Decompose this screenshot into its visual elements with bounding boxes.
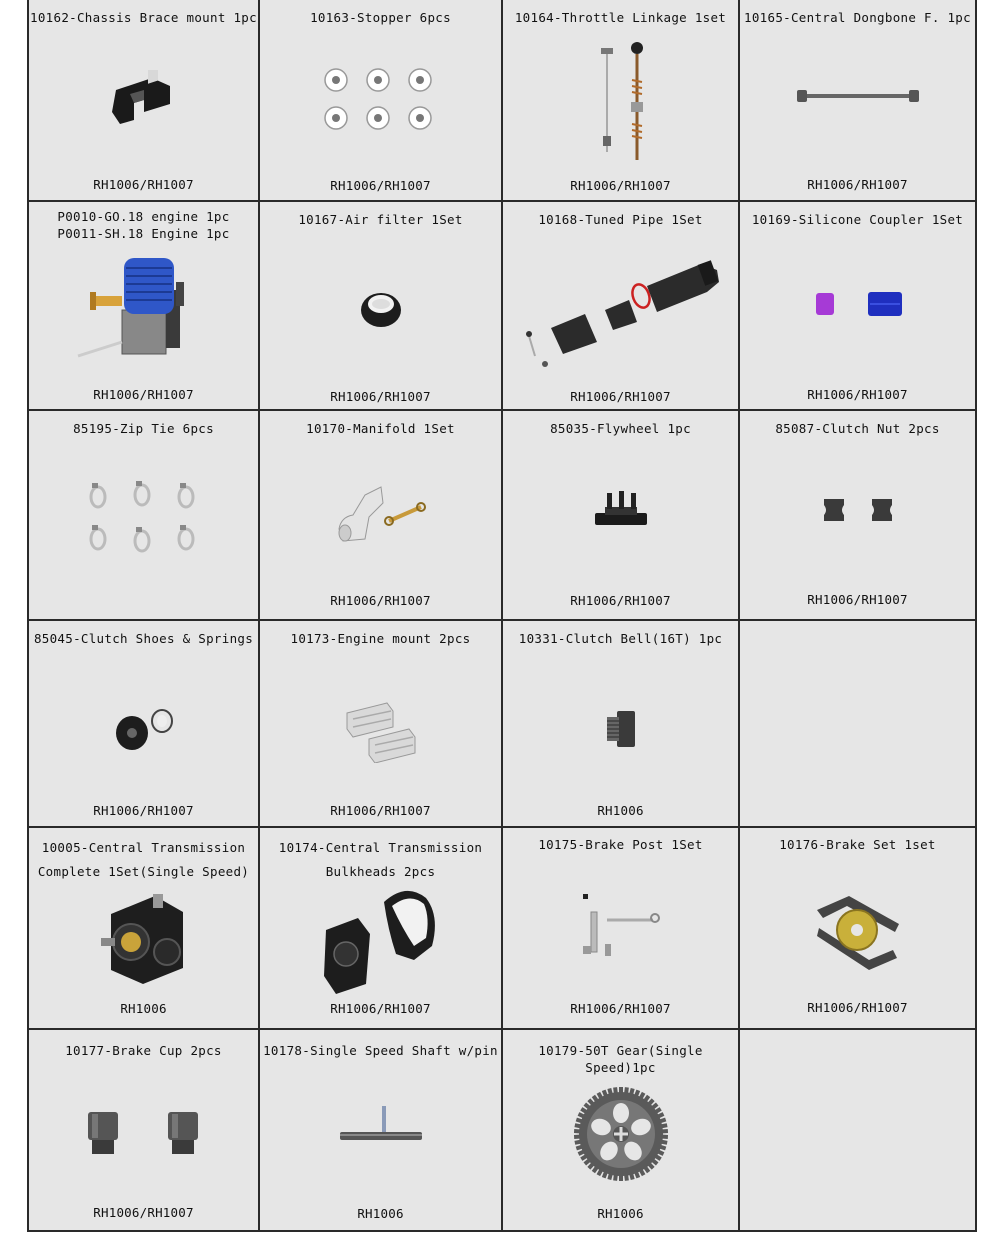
- part-cell: [260, 0, 503, 202]
- clutch-shoes-icon: [112, 707, 176, 753]
- manifold-icon: [331, 477, 431, 547]
- part-code: RH1006/RH1007: [93, 803, 194, 818]
- air-filter-icon: [359, 288, 403, 328]
- brake-post-icon: [579, 892, 663, 958]
- part-cell: [260, 621, 503, 828]
- part-cell: [503, 411, 740, 621]
- part-code: RH1006/RH1007: [93, 1205, 194, 1220]
- part-title: 10168-Tuned Pipe 1Set: [538, 212, 703, 227]
- part-cell: [740, 202, 975, 411]
- part-code: RH1006/RH1007: [330, 178, 431, 193]
- part-code: RH1006/RH1007: [330, 593, 431, 608]
- part-cell: [740, 828, 975, 1030]
- part-title: 10005-Central Transmission Complete 1Set(Single Speed): [37, 840, 250, 879]
- part-title: 10170-Manifold 1Set: [306, 421, 455, 436]
- part-title: 10169-Silicone Coupler 1Set: [751, 212, 964, 227]
- part-title: 10164-Throttle Linkage 1set: [514, 10, 727, 25]
- parts-grid: [27, 0, 977, 1232]
- brake-set-icon: [813, 884, 903, 970]
- brake-cup-icon: [86, 1110, 202, 1156]
- part-code: RH1006/RH1007: [330, 389, 431, 404]
- part-code: RH1006/RH1007: [330, 803, 431, 818]
- part-cell: [29, 202, 260, 411]
- throttle-linkage-icon: [591, 40, 651, 164]
- part-title: 10173-Engine mount 2pcs: [290, 631, 471, 646]
- bulkhead-icon: [322, 884, 440, 994]
- part-title: 10177-Brake Cup 2pcs: [65, 1043, 222, 1058]
- part-cell: [740, 411, 975, 621]
- part-cell: [740, 0, 975, 202]
- part-code: RH1006: [597, 803, 644, 818]
- shaft-icon: [338, 1104, 424, 1150]
- part-title: 10176-Brake Set 1set: [779, 837, 936, 852]
- part-cell: [260, 828, 503, 1030]
- part-cell: [29, 411, 260, 621]
- part-cell: [260, 411, 503, 621]
- part-title: 85035-Flywheel 1pc: [550, 421, 691, 436]
- part-cell: [503, 0, 740, 202]
- part-title: 10179-50T Gear(Single Speed)1pc: [538, 1043, 703, 1075]
- part-cell: [503, 1030, 740, 1232]
- silicone-coupler-icon: [808, 290, 908, 320]
- zip-tie-icon: [84, 479, 204, 559]
- part-code: RH1006/RH1007: [330, 1001, 431, 1016]
- part-title: 10178-Single Speed Shaft w/pin: [263, 1043, 498, 1058]
- part-code: RH1006/RH1007: [570, 389, 671, 404]
- part-title: 10174-Central Transmission Bulkheads 2pcs: [278, 840, 483, 879]
- part-code: RH1006/RH1007: [807, 387, 908, 402]
- part-code: RH1006: [120, 1001, 167, 1016]
- gear-icon: [573, 1086, 669, 1182]
- part-cell: [503, 202, 740, 411]
- part-cell: [29, 621, 260, 828]
- stopper-icon: [316, 62, 446, 132]
- part-cell: [29, 0, 260, 202]
- part-cell: [503, 828, 740, 1030]
- part-code: RH1006/RH1007: [807, 177, 908, 192]
- part-code: RH1006/RH1007: [570, 593, 671, 608]
- dogbone-icon: [795, 88, 921, 104]
- part-cell: [503, 621, 740, 828]
- part-title: 10162-Chassis Brace mount 1pc: [30, 10, 257, 25]
- part-cell: [260, 202, 503, 411]
- part-title: 10175-Brake Post 1Set: [538, 837, 703, 852]
- part-title: 85087-Clutch Nut 2pcs: [775, 421, 940, 436]
- part-title: 10163-Stopper 6pcs: [310, 10, 451, 25]
- part-title: 85195-Zip Tie 6pcs: [73, 421, 214, 436]
- empty-cell: [740, 1030, 975, 1232]
- engine-mount-icon: [343, 699, 419, 763]
- part-code: RH1006/RH1007: [807, 592, 908, 607]
- part-code: RH1006: [597, 1206, 644, 1221]
- part-cell: [29, 1030, 260, 1232]
- part-title: P0010-GO.18 engine 1pc P0011-SH.18 Engine 1pc: [57, 209, 230, 241]
- part-code: RH1006/RH1007: [570, 1001, 671, 1016]
- transmission-icon: [97, 890, 191, 986]
- flywheel-icon: [591, 491, 651, 531]
- part-code: RH1006: [357, 1206, 404, 1221]
- chassis-brace-icon: [104, 70, 184, 130]
- part-code: RH1006/RH1007: [93, 387, 194, 402]
- part-cell: [260, 1030, 503, 1232]
- part-title: 85045-Clutch Shoes & Springs: [33, 631, 254, 646]
- tuned-pipe-icon: [521, 256, 721, 386]
- clutch-nut-icon: [820, 497, 896, 523]
- part-code: RH1006/RH1007: [570, 178, 671, 193]
- part-cell: [29, 828, 260, 1030]
- part-code: RH1006/RH1007: [93, 177, 194, 192]
- part-title: 10167-Air filter 1Set: [298, 212, 463, 227]
- empty-cell: [740, 621, 975, 828]
- part-code: RH1006/RH1007: [807, 1000, 908, 1015]
- clutch-bell-icon: [603, 709, 639, 749]
- part-title: 10331-Clutch Bell(16T) 1pc: [518, 631, 723, 646]
- engine-icon: [74, 250, 214, 366]
- part-title: 10165-Central Dongbone F. 1pc: [744, 10, 971, 25]
